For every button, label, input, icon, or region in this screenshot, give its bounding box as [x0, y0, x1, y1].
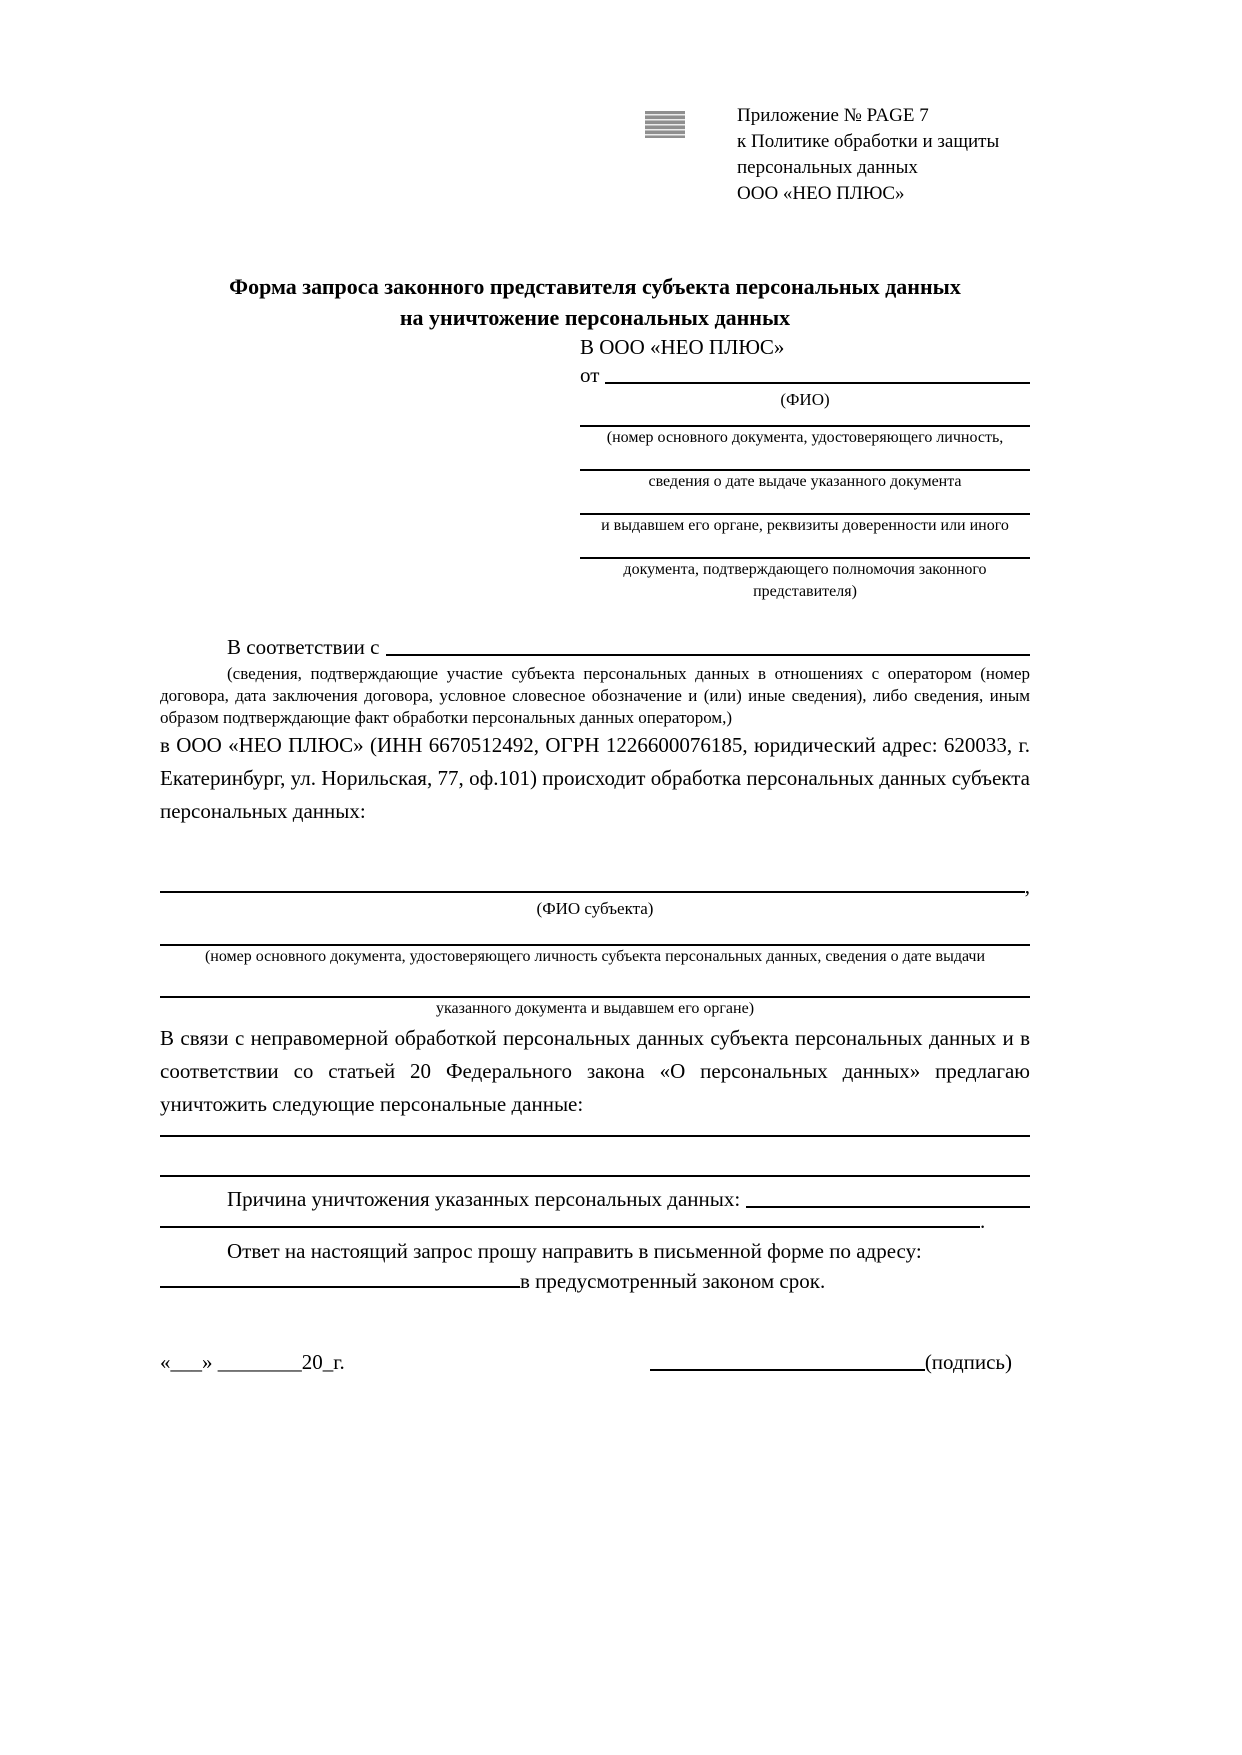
reason-blank-line-2	[160, 1213, 980, 1233]
appendix-line: ООО «НЕО ПЛЮС»	[737, 183, 905, 204]
operator-paragraph: в ООО «НЕО ПЛЮС» (ИНН 6670512492, ОГРН 1226600076185, юридический адрес: 620033, г. Екатеринбург, ул. Норильская, 77, оф.101) происходит обработка персональных данных субъекта персональных данных:	[160, 733, 1030, 823]
data-to-destroy-blank-line-1	[160, 1121, 1030, 1137]
representative-doc-blank-line-2	[580, 449, 1030, 471]
appendix-line: к Политике обработки и защиты	[737, 131, 1000, 152]
document-header	[160, 103, 1030, 207]
according-blank-field	[386, 633, 1031, 661]
representative-doc-caption-1: (номер основного документа, удостоверяющего личность,	[606, 429, 1004, 446]
subject-doc-caption-2: указанного документа и выдавшем его органе)	[435, 1000, 755, 1017]
representative-doc-caption-4: документа, подтверждающего полномочия законного представителя)	[623, 561, 987, 600]
answer-address-row	[160, 1265, 1030, 1293]
fio-caption: (ФИО)	[780, 390, 830, 409]
answer-text: Ответ на настоящий запрос прошу направить в письменной форме по адресу:	[227, 1239, 922, 1263]
destroy-paragraph: В связи с неправомерной обработкой персональных данных субъекта персональных данных и в соответствии со статьей 20 Федерального закона «О персональных данных» предлагаю уничтожить следующие персональные данные:	[160, 1026, 1030, 1116]
signature-caption: (подпись)	[924, 1350, 1012, 1374]
appendix-line: Приложение № PAGE 7	[737, 105, 929, 126]
data-to-destroy-blank-line-2	[160, 1137, 1030, 1177]
paragraph-indent	[160, 633, 227, 661]
representative-doc-caption-3: и выдавшем его органе, реквизиты доверенности или иного	[601, 517, 1009, 534]
subject-doc-blank-line-2	[160, 968, 1030, 998]
reason-blank-field	[746, 1185, 1030, 1213]
answer-address-blank-field	[160, 1265, 520, 1293]
subject-doc-caption-1: (номер основного документа, удостоверяющего личность субъекта персональных данных, сведения о дате выдачи	[204, 948, 986, 965]
addressee-to: В ООО «НЕО ПЛЮС»	[580, 335, 785, 359]
from-row	[580, 361, 1030, 389]
addressee-block	[580, 333, 1030, 603]
subject-fio-row	[160, 876, 1030, 898]
representative-doc-blank-line-1	[580, 411, 1030, 427]
form-title-line-2: на уничтожение персональных данных	[399, 305, 791, 330]
reason-row	[160, 1185, 1030, 1213]
appendix-line: персональных данных	[737, 157, 918, 178]
appendix-block	[737, 103, 1030, 207]
according-row	[160, 633, 1030, 661]
from-label: от	[580, 363, 600, 387]
reason-label: Причина уничтожения указанных персональных данных:	[227, 1187, 741, 1211]
representative-doc-blank-line-4	[580, 537, 1030, 559]
date-field: «___» ________20_г.	[160, 1350, 345, 1374]
reason-continuation-row	[160, 1209, 1030, 1233]
signature-row	[160, 1348, 1030, 1376]
paragraph-indent	[160, 1185, 227, 1213]
representative-doc-caption-2: сведения о дате выдаче указанного документа	[648, 473, 962, 490]
signature-blank-field	[650, 1348, 925, 1376]
representative-doc-blank-line-3	[580, 493, 1030, 515]
according-note: (сведения, подтверждающие участие субъекта персональных данных в отношениях с оператором (номер договора, дата заключения договора, условное словесное обозначение и (или) иные сведения), либо сведения, иным образом подтверждающие факт обработки персональных данных оператором,)	[160, 664, 1030, 727]
subject-doc-blank-line-1	[160, 920, 1030, 946]
signature-group	[650, 1348, 1030, 1376]
answer-suffix: в предусмотренный законом срок.	[520, 1269, 826, 1293]
form-body	[160, 633, 1030, 1293]
subject-fio-comma: ,	[1024, 874, 1030, 898]
reason-period: .	[980, 1209, 986, 1233]
field-code-marker-icon	[645, 111, 685, 138]
form-title	[160, 271, 1030, 333]
according-label: В соответствии с	[227, 635, 380, 659]
from-blank-field	[605, 361, 1030, 389]
subject-fio-caption: (ФИО субъекта)	[536, 899, 654, 918]
form-title-line-1: Форма запроса законного представителя субъекта персональных данных	[229, 274, 961, 299]
paragraph-indent	[160, 1237, 227, 1265]
answer-row	[160, 1237, 1030, 1265]
